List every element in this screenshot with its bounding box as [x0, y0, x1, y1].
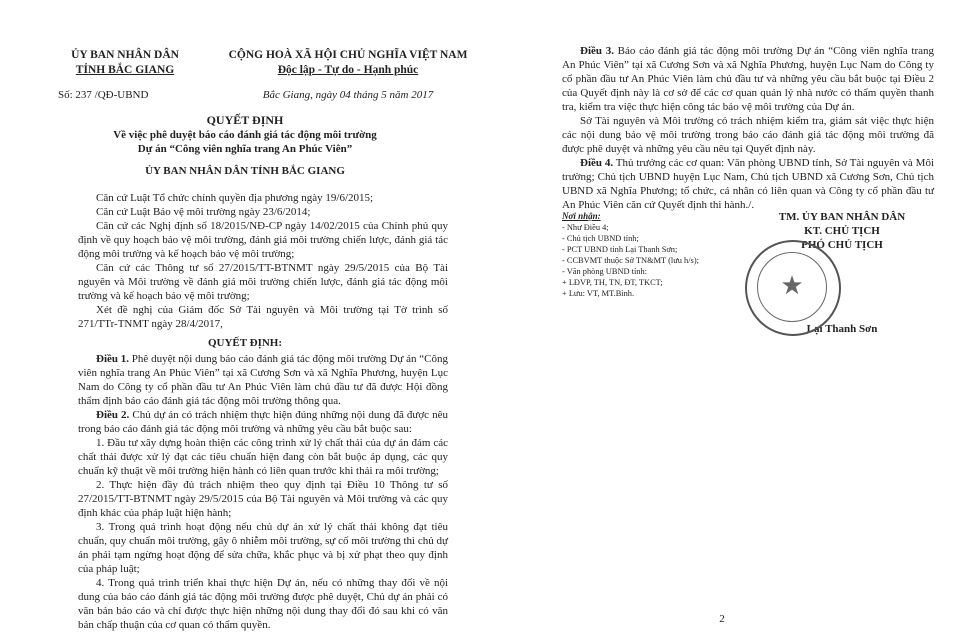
article-1	[78, 352, 448, 408]
article-3	[562, 44, 934, 114]
signature-line: KT. CHỦ TỊCH	[804, 225, 880, 237]
article-2-item: 1. Đầu tư xây dựng hoàn thiện các công trình xử lý chất thải của dự án đảm các chất thải được xử lý đạt các tiêu chuẩn hiện đang còn bắt buộc áp dụng, các quy chuẩn kỹ thuật về môi trường hiện hành có liên quan trước khi thải ra môi trường;	[78, 437, 448, 477]
articles	[78, 352, 448, 632]
article-label: Điều 1.	[96, 353, 130, 365]
official-seal	[745, 240, 841, 336]
page-right	[480, 0, 960, 640]
recipient: - Văn phòng UBND tỉnh:	[562, 267, 647, 276]
recipient: - PCT UBND tỉnh Lại Thanh Sơn;	[562, 245, 678, 254]
legal-basis: Căn cứ các Thông tư số 27/2015/TT-BTNMT ngày 29/5/2015 của Bộ Tài nguyên và Môi trường về đánh giá môi trường chiến lược, đánh giá tác động môi trường và kế hoạch bảo vệ môi trường;	[78, 262, 448, 302]
article-label: Điều 2.	[96, 409, 130, 421]
recipient: - Chủ tịch UBND tỉnh;	[562, 234, 639, 243]
subject-line: Dự án “Công viên nghĩa trang An Phúc Viên”	[137, 143, 353, 155]
article-text: Báo cáo đánh giá tác động môi trường Dự án “Công viên nghĩa trang An Phúc Viên” tại xã Cương Sơn và xã Nghĩa Phương, huyện Lục Nam do Công ty cổ phần đầu tư An Phúc Viên làm chủ đầu tư và những yêu cầu bắt buộc tại Điều 2 của Quyết định này là cơ sở để các cơ quan quản lý nhà nước có thẩm quyền thanh tra, kiểm tra việc thực hiện công tác bảo vệ môi trường của Dự án.	[562, 45, 934, 113]
article-2-item: 3. Trong quá trình hoạt động nếu chủ dự án xử lý chất thải không đạt tiêu chuẩn, quy chuẩn môi trường, gây ô nhiễm môi trường, sự cố môi trường thì chủ dự án phải tạm ngừng hoạt động để sửa chữa, khắc phục và bị xử phạt theo quy định của pháp luật;	[78, 521, 448, 575]
legal-basis: Căn cứ Luật Tổ chức chính quyền địa phương ngày 19/6/2015;	[96, 192, 374, 204]
authority-heading: ỦY BAN NHÂN DÂN TỈNH BẮC GIANG	[145, 165, 345, 177]
issuing-authority	[40, 48, 210, 78]
national-header	[218, 48, 478, 78]
articles-continued	[562, 44, 934, 212]
star-icon: ★	[780, 271, 804, 300]
recipients-block	[562, 210, 732, 299]
article-text: Chủ dự án có trách nhiệm thực hiện đúng những nội dung đã được nêu trong báo cáo đánh giá tác động môi trường và những yêu cầu bắt buộc sau:	[78, 409, 449, 435]
recipient: - CCBVMT thuộc Sở TN&MT (lưu h/s);	[562, 256, 699, 265]
article-label: Điều 4.	[580, 157, 614, 169]
article-text: Thủ trưởng các cơ quan: Văn phòng UBND tỉnh, Sở Tài nguyên và Môi trường; Chủ tịch UBND huyện Lục Nam, Chủ tịch UBND xã Cương Sơn, Chủ tịch UBND xã Nghĩa Phương; tổ chức, cá nhân có liên quan và Công ty cổ phần đầu tư An Phúc Viên căn cứ Quyết định thi hành./.	[562, 157, 934, 211]
document-subject	[40, 128, 450, 156]
document-date: Bắc Giang, ngày 04 tháng 5 năm 2017	[262, 89, 434, 101]
org-line: ỦY BAN NHÂN DÂN	[71, 49, 179, 61]
article-2-item: 2. Thực hiện đầy đủ trách nhiệm theo quy định tại Điều 10 Thông tư số 27/2015/TT-BTNMT ngày 29/5/2015 của Bộ Tài nguyên và Môi trường và các quy định khác của pháp luật hiện hành;	[78, 479, 448, 519]
org-line: TỈNH BẮC GIANG	[75, 64, 175, 76]
article-label: Điều 3.	[580, 45, 614, 57]
recipient: + Lưu: VT, MT.Bình.	[562, 289, 635, 298]
subject-line: Về việc phê duyệt báo cáo đánh giá tác động môi trường	[113, 129, 377, 141]
recipient: + LĐVP, TH, TN, ĐT, TKCT;	[562, 278, 663, 287]
signer-name: Lại Thanh Sơn	[806, 323, 878, 335]
article-text: Phê duyệt nội dung báo cáo đánh giá tác động môi trường Dự án “Công viên nghĩa trang An Phúc Viên” tại xã Cương Sơn và xã Nghĩa Phương, huyện Lục Nam do Công ty cổ phần đầu tư An Phúc Viên làm chủ đầu tư đã được Hội đồng thẩm định báo cáo đánh giá tác động môi trường thông qua.	[78, 353, 449, 407]
seal-emblem	[757, 252, 827, 322]
article-2	[78, 408, 448, 436]
nation-name: CỘNG HOÀ XÃ HỘI CHỦ NGHĨA VIỆT NAM	[228, 49, 468, 61]
legal-basis: Xét đề nghị của Giám đốc Sở Tài nguyên và Môi trường tại Tờ trình số 271/TTr-TNMT ngày 28/4/2017,	[78, 304, 448, 330]
recipient: - Như Điều 4;	[562, 223, 609, 232]
signature-line: TM. ỦY BAN NHÂN DÂN	[778, 211, 906, 223]
national-motto: Độc lập - Tự do - Hạnh phúc	[277, 64, 419, 76]
legal-bases	[78, 191, 448, 331]
signature-line: PHÓ CHỦ TỊCH	[801, 239, 883, 251]
article-4	[562, 156, 934, 212]
document-type: QUYẾT ĐỊNH	[206, 113, 284, 127]
legal-basis: Căn cứ các Nghị định số 18/2015/NĐ-CP ngày 14/02/2015 của Chính phủ quy định về quy hoạch bảo vệ môi trường, đánh giá môi trường chiến lược, đánh giá tác động môi trường và kế hoạch bảo vệ môi trường;	[78, 220, 448, 260]
document-number: Số: 237 /QĐ-UBND	[58, 89, 149, 101]
page-number: 2	[719, 613, 725, 625]
article-3-extra: Sở Tài nguyên và Môi trường có trách nhiệm kiểm tra, giám sát việc thực hiện các nội dung bảo vệ môi trường trong báo cáo đánh giá tác động môi trường đã được phê duyệt và những yêu cầu nêu tại Quyết định này.	[562, 115, 934, 155]
decision-heading: QUYẾT ĐỊNH:	[207, 337, 283, 349]
article-2-item: 4. Trong quá trình triển khai thực hiện Dự án, nếu có những thay đổi về nội dung của báo cáo đánh giá tác động môi trường được phê duyệt, Chủ dự án phải có văn bản báo cáo và chỉ được thực hiện những nội dung thay đổi đó sau khi có văn bản chấp thuận của cơ quan có thẩm quyền.	[78, 577, 448, 631]
legal-basis: Căn cứ Luật Bảo vệ môi trường ngày 23/6/2014;	[96, 206, 311, 218]
recipients-title: Nơi nhận:	[562, 211, 601, 221]
